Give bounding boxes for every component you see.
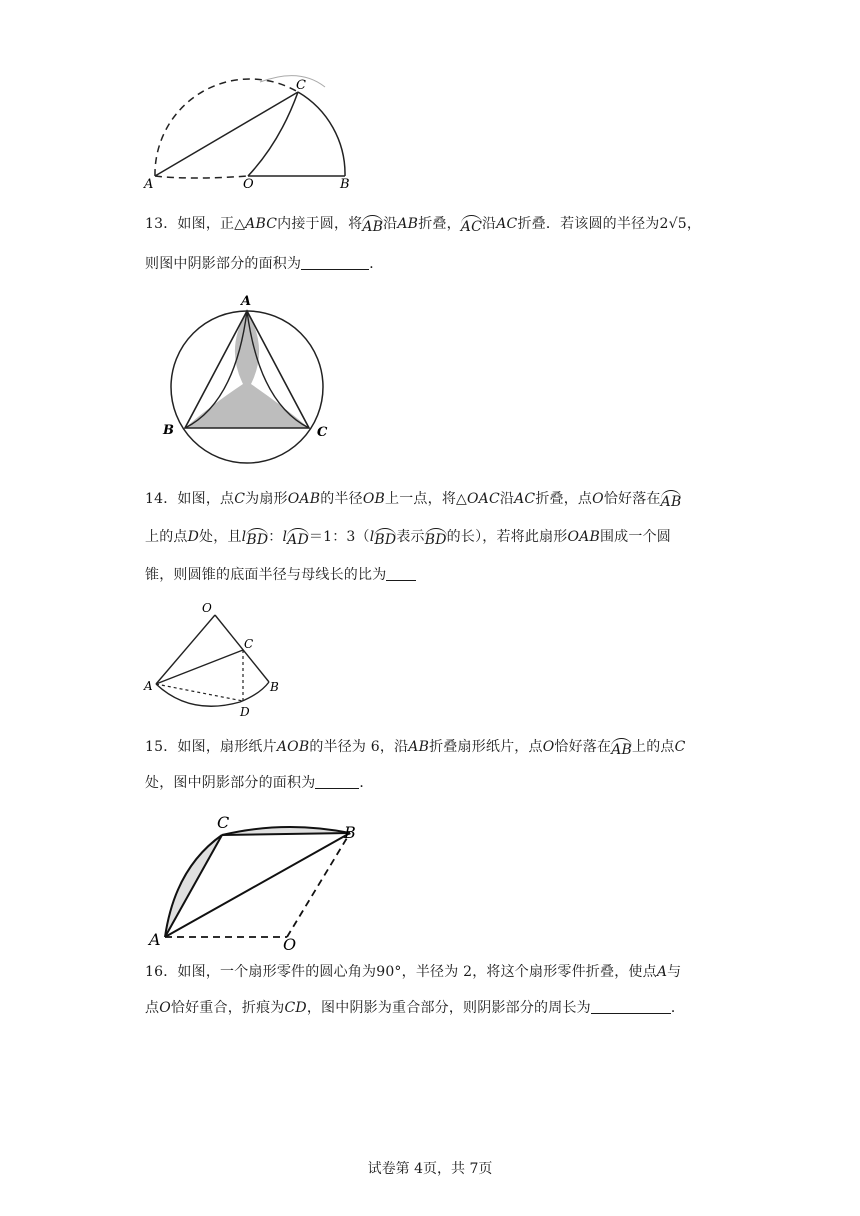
q15-text: ． bbox=[359, 775, 374, 791]
q13-triangle: △ABC bbox=[234, 216, 278, 232]
q16-text: ．如图，一个扇形零件的圆心角为 bbox=[163, 964, 377, 980]
q14-text: 恰好落在 bbox=[603, 491, 661, 507]
fig15-label-a: A bbox=[149, 930, 161, 949]
q14-l: l bbox=[241, 529, 247, 545]
q13-chord-ab: AB bbox=[397, 216, 419, 232]
q13-text: 折叠， bbox=[418, 216, 461, 232]
q16-line-2 bbox=[145, 997, 715, 1020]
q15-text: 上的点 bbox=[632, 739, 675, 755]
q13-text: 折叠．若该圆的半径为 bbox=[517, 216, 660, 232]
fig12-label-o: O bbox=[243, 177, 254, 192]
q13-line-1 bbox=[145, 213, 715, 236]
q13-text: ． bbox=[369, 256, 384, 272]
q14-sector-oab: OAB bbox=[287, 491, 321, 507]
q14-line-ac: AC bbox=[514, 491, 536, 507]
q13-number: 13 bbox=[145, 216, 164, 232]
q16-angle: 90° bbox=[376, 964, 402, 980]
fig12-label-c: C bbox=[296, 78, 306, 93]
figure-q13 bbox=[155, 288, 345, 473]
q13-chord-ac: AC bbox=[496, 216, 518, 232]
q15-text: ．如图，扇形纸片 bbox=[163, 739, 277, 755]
q16-number: 16 bbox=[145, 964, 164, 980]
q14-text: 上一点，将△ bbox=[385, 491, 467, 507]
q14-point-c: C bbox=[234, 491, 246, 507]
q13-line-2 bbox=[145, 253, 715, 276]
q15-point-c: C bbox=[674, 739, 686, 755]
q16-line-1 bbox=[145, 961, 715, 984]
q13-answer-blank[interactable] bbox=[301, 255, 369, 270]
q14-sector-oab: OAB bbox=[567, 529, 600, 545]
question-15 bbox=[145, 736, 715, 795]
fig14-label-d: D bbox=[240, 705, 250, 719]
figure-q12 bbox=[140, 62, 380, 192]
q14-text: ．如图，点 bbox=[163, 491, 235, 507]
fig13-label-b: B bbox=[163, 423, 174, 438]
q13-text: 内接于圆，将 bbox=[277, 216, 363, 232]
fig12-label-b: B bbox=[340, 177, 350, 192]
q14-text: 的半径 bbox=[320, 491, 363, 507]
figure-q14 bbox=[140, 598, 300, 723]
q14-text: 表示 bbox=[396, 529, 425, 545]
q15-text: 处，图中阴影部分的面积为 bbox=[145, 775, 316, 791]
q14-text: 为扇形 bbox=[245, 491, 288, 507]
q15-arc-ab: AB bbox=[611, 738, 632, 757]
q13-text: 则图中阴影部分的面积为 bbox=[145, 256, 302, 272]
q14-text: 沿 bbox=[499, 491, 515, 507]
q14-arc-bd: BD bbox=[425, 528, 447, 547]
q15-number: 15 bbox=[145, 739, 164, 755]
q14-point-o: O bbox=[592, 491, 604, 507]
q15-text: 恰好落在 bbox=[554, 739, 612, 755]
q16-answer-blank[interactable] bbox=[591, 999, 671, 1014]
fig14-label-a: A bbox=[144, 679, 153, 693]
q14-line-1 bbox=[145, 488, 715, 511]
q13-text: ．如图，正 bbox=[163, 216, 235, 232]
q14-radius-ob: OB bbox=[362, 491, 386, 507]
q14-arc-ad: AD bbox=[287, 528, 309, 547]
fig15-label-b: B bbox=[344, 823, 356, 842]
q15-line-1 bbox=[145, 736, 715, 759]
q14-triangle-oac: OAC bbox=[466, 491, 500, 507]
fig13-label-c: C bbox=[317, 425, 328, 440]
fig13-label-a: A bbox=[241, 294, 252, 309]
q13-arc-ab: AB bbox=[362, 215, 383, 234]
fig14-label-b: B bbox=[270, 680, 279, 694]
q14-text: ： bbox=[268, 529, 283, 545]
q14-answer-blank[interactable] bbox=[386, 566, 416, 581]
q14-text: 围成一个圆 bbox=[599, 529, 671, 545]
q15-answer-blank[interactable] bbox=[315, 774, 359, 789]
q13-arc-ac: AC bbox=[461, 215, 482, 234]
fig14-label-o: O bbox=[202, 601, 212, 615]
question-16 bbox=[145, 961, 715, 1020]
q14-arc-bd: BD bbox=[246, 528, 268, 547]
q15-line-ab: AB bbox=[408, 739, 430, 755]
q16-text: 点 bbox=[145, 1000, 160, 1016]
q16-text: 与 bbox=[667, 964, 682, 980]
question-14 bbox=[145, 488, 715, 587]
q15-sector-aob: AOB bbox=[276, 739, 310, 755]
q16-text: ． bbox=[670, 1000, 686, 1016]
q14-arc-bd: BD bbox=[374, 528, 396, 547]
q16-text: ，半径为 2，将这个扇形零件折叠，使点 bbox=[401, 964, 657, 980]
q15-line-2 bbox=[145, 772, 715, 795]
q16-crease-cd: CD bbox=[284, 1000, 307, 1016]
q15-text: 折叠扇形纸片，点 bbox=[429, 739, 543, 755]
fig15-label-o: O bbox=[283, 935, 297, 953]
q13-text: ， bbox=[686, 216, 702, 232]
q14-point-d: D bbox=[187, 529, 200, 545]
fig15-label-c: C bbox=[217, 813, 230, 832]
q13-text: 沿 bbox=[482, 216, 497, 232]
question-13 bbox=[145, 213, 715, 276]
q14-text: 折叠，点 bbox=[535, 491, 593, 507]
q14-text: 上的点 bbox=[145, 529, 188, 545]
q16-point-a: A bbox=[656, 964, 668, 980]
q14-line-3 bbox=[145, 564, 715, 587]
q14-ratio: ＝1：3（ bbox=[308, 529, 370, 545]
q15-text: 的半径为 6，沿 bbox=[309, 739, 409, 755]
fig12-label-a: A bbox=[144, 177, 154, 192]
fig14-label-c: C bbox=[244, 637, 254, 651]
q14-number: 14 bbox=[145, 491, 164, 507]
figure-q15 bbox=[145, 808, 370, 953]
q15-point-o: O bbox=[542, 739, 555, 755]
q14-text: 的长），若将此扇形 bbox=[446, 529, 568, 545]
q16-text: 恰好重合，折痕为 bbox=[170, 1000, 285, 1016]
q16-text: ，图中阴影为重合部分，则阴影部分的周长为 bbox=[306, 1000, 591, 1016]
q13-text: 沿 bbox=[383, 216, 398, 232]
q14-line-2 bbox=[145, 526, 715, 549]
q14-arc-ab: AB bbox=[661, 490, 682, 509]
q14-l: l bbox=[282, 529, 288, 545]
q14-text: 处，且 bbox=[199, 529, 242, 545]
q14-text: 锥，则圆锥的底面半径与母线长的比为 bbox=[145, 567, 387, 583]
page-footer: 试卷第 4页，共 7页 bbox=[367, 1161, 493, 1177]
q13-radius: 2√5 bbox=[659, 216, 687, 232]
q16-point-o: O bbox=[159, 1000, 171, 1016]
q14-l: l bbox=[369, 529, 375, 545]
